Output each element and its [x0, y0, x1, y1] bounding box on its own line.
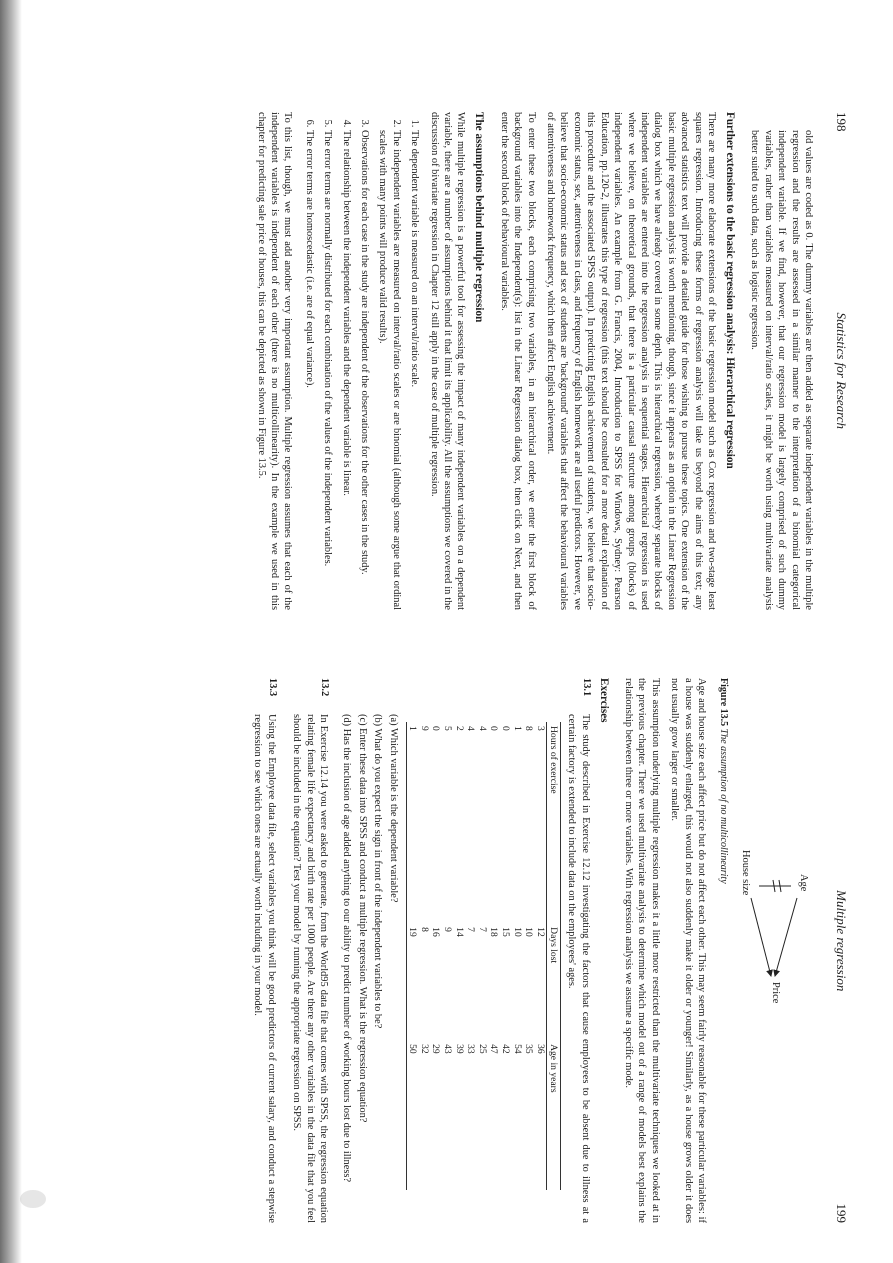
column-header: Days lost [546, 923, 560, 1040]
table-row [453, 722, 465, 1190]
table-cell: 10 [511, 927, 523, 937]
table-cell: 9 [442, 927, 453, 932]
table-cell: 42 [499, 1044, 511, 1054]
table-cell: 19 [406, 923, 418, 1040]
node-price: Price [770, 982, 781, 1004]
node-house-size: House size [740, 850, 751, 896]
table-cell: 14 [453, 927, 465, 937]
table-cell: 29 [430, 1044, 442, 1054]
table-cell: 3 [534, 726, 546, 731]
subquestion-list [340, 714, 400, 1223]
table-cell: 10 [523, 927, 535, 937]
column-header: Hours of exercise [546, 722, 560, 923]
table-cell: 8 [523, 726, 535, 731]
subquestion: (c) Enter these data into SPSS and conduct a multiple regression. What is the regression equation? [356, 714, 368, 1123]
left-running-head [833, 112, 849, 610]
table-cell: 0 [430, 726, 442, 731]
exercise-number: 13.2 [319, 678, 330, 697]
intro-paragraph: old values are coded as 0. The dummy variables are then added as separate independent variables in the multiple regression and the results are assessed in a similar manner to the interpretation of a binomial categorical independent variable. If we find, however, that our regression model is largely comprised of such dummy variables, rather than variables measured on interval/ratio scales, it might be worth using multivariate analysis better suited to such data, such as logistic regression. [749, 130, 814, 610]
list-item: 6. The error terms are homoscedastic (i.e. are of equal variance). [302, 130, 315, 610]
exercise-number: 13.3 [266, 678, 278, 697]
table-cell: 36 [534, 1044, 546, 1054]
list-item: 3. Observations for each case in the study are independent of the observations for the other cases in the study. [358, 130, 371, 610]
table-cell: 12 [534, 927, 546, 937]
exercise-body [338, 714, 592, 1223]
table-row [488, 722, 500, 1190]
list-item: 5. The error terms are normally distributed for each combination of the values of the independent variables. [321, 130, 334, 610]
arrow-age-to-price [775, 898, 797, 976]
section-heading: Further extensions to the basic regression analysis: Hierarchical regression [723, 112, 736, 469]
body-paragraph: While multiple regression is a powerful tool for assessing the impact of many independent variables on a dependent variable, there are a number of assumptions behind it that limit its applicability. All the assumptions we covered in the discussion of bivariate regression in Chapter 12 still apply in the case of multiple regression. [428, 112, 467, 610]
figure-caption-text: The assumption of no multicollinearity [718, 728, 729, 884]
subquestion: (d) Has the inclusion of age added anything to our ability to predict number of working hours lost due to illness? [341, 714, 353, 1183]
table-cell: 35 [523, 1044, 535, 1054]
table-cell: 1 [511, 726, 523, 731]
intro-block [748, 130, 815, 610]
table-cell: 7 [465, 927, 477, 932]
body-paragraph: To this list, though, we must add another very important assumption. Multiple regression assumes that each of the independent variables is independent of each other (there is no multicollinearity). In the example we used in this chapter for predicting sale price of houses, this can be depicted as shown in Figure 13.5. [255, 112, 294, 610]
subquestion: (a) Which variable is the dependent variable? [387, 714, 399, 903]
table-cell: 32 [418, 1044, 430, 1054]
body-paragraph: This assumption underlying multiple regression makes it a little more restricted than the multivariate techniques we looked at in the previous chapter. There we used multivariate analysis to determine which model out of a range of models best explains the relationship between three or more variables. With regression analysis we assume a specific mode. [622, 678, 661, 1223]
data-table [406, 722, 561, 1190]
figure-label: Figure 13.5 [718, 678, 729, 727]
table-cell: 9 [418, 726, 430, 731]
table-cell: 4 [476, 726, 488, 731]
table-row [406, 722, 418, 1190]
page-number: 199 [834, 1203, 849, 1223]
table-cell: 50 [406, 1040, 418, 1190]
exercises-heading: Exercises [597, 678, 610, 723]
table-cell: 0 [499, 726, 511, 731]
table-cell: 7 [476, 927, 488, 932]
section-heading: The assumptions behind multiple regression [473, 112, 486, 323]
exercise-13-2 [286, 678, 330, 1223]
table-row [476, 722, 488, 1190]
exercise-number: 13.1 [580, 678, 592, 697]
column-header: Age in years [546, 1040, 560, 1190]
figure-caption [718, 678, 729, 1223]
exercise-13-3 [247, 678, 278, 1223]
body-paragraph: Age and house size each affect price but do not affect each other. This may seem fairly reasonable for these particular variables: if a house was suddenly enlarged, this would not also suddenly make it older or younger! Similarly, as a house grows older it does not usually grow larger or smaller. [669, 678, 707, 1223]
exercise-text: Using the Employee data file, select variables you think will be good predictors of current salary, and conduct a stepwise regression to see which ones are actually worth including in your model. [252, 714, 277, 1223]
table-cell: 43 [442, 1044, 453, 1054]
exercise-body [286, 714, 330, 1223]
table-row [499, 722, 511, 1190]
table-row [534, 722, 546, 1190]
table-cell: 1 [406, 722, 418, 923]
table-cell: 33 [465, 1044, 477, 1054]
right-running-head [833, 678, 849, 1223]
table-cell: 4 [465, 726, 477, 731]
exercise-text: The study described in Exercise 12.12 investigating the factors that cause employees to be absent due to illness at a certain factory is extended to include data on the employees' ages. [566, 714, 591, 1223]
table-row [441, 722, 453, 1190]
table-cell: 0 [488, 726, 500, 731]
table-row [465, 722, 477, 1190]
running-title: Statistics for Research [834, 312, 849, 429]
table-header-row [546, 722, 560, 1190]
table-cell: 16 [430, 927, 442, 937]
exercise-text: In Exercise 12.14 you were asked to generate, from the World95 data file that comes with SPSS, the regression equation relating female life expectancy and birth rate per 1000 people. Are there any other variables in the data file that you feel should be included in the equation? Test your model by running the appropriate regression on SPSS. [291, 714, 329, 1223]
body-paragraph: There are many more elaborate extensions of the basic regression model such as Cox regression and two-stage least squares regression. Introducing these forms of regression analysis will take us beyond the aims of this text; any advanced statistics text will provide a detailed guide for those wishing to pursue these topics. One extension of the basic multiple regression analysis is worth mentioning, though, since it appears as an option in the Linear Regression dialog box which we have already covered in some depth. This is hierarchical regression, whereby separate blocks of independent variables are entered into the regression analysis in sequential stages. Hierarchical regression is used where we believe, on theoretical grounds, that there is a particular causal structure among groups (blocks) of independent variables. An example from G. Francis, 2004, Introduction to SPSS for Windows, Sydney: Pearson Education, pp.120-2, illustrates this type of regression (this text should be consulted for a more detail explanation of this procedure and the associated SPSS output). In predicting English achievement of students, we believe that socio-economic status, sex, attentiveness in class, and frequency of English homework are all useful predictors. However, we believe that socio-economic status and sex of students are 'background' variables that affect the behavioural variables of attentiveness and homework frequency, which then affect English achievement. [545, 112, 717, 610]
multicollinearity-diagram [733, 678, 815, 1223]
table-cell: 18 [488, 927, 500, 937]
exercise-body [247, 714, 278, 1223]
table-row [430, 722, 442, 1190]
table-row [418, 722, 430, 1190]
table-cell: 39 [453, 1044, 465, 1054]
table-cell: 5 [442, 726, 453, 731]
right-page [0, 648, 893, 1263]
page-number: 198 [834, 112, 849, 132]
table-cell: 15 [499, 927, 511, 937]
node-age: Age [798, 874, 809, 892]
arrow-size-to-price [751, 898, 771, 976]
table-cell: 25 [476, 1044, 488, 1054]
table-row [511, 722, 523, 1190]
body-paragraph: To enter these two blocks, each comprising two variables, in an hierarchical order, we enter the first block of background variables into the Independent(s): list in the Linear Regression dialog box, then click on Next, and then enter the second block of behavioural variables. [498, 112, 537, 610]
list-item: 1. The dependent variable is measured on an interval/ratio scale. [408, 130, 421, 610]
exercise-13-1 [338, 678, 592, 1223]
assumptions-list [302, 112, 421, 610]
table-cell: 47 [488, 1044, 500, 1054]
subquestion: (b) What do you expect the sign in front of the independent variables to be? [372, 714, 384, 1029]
table-cell: 2 [453, 726, 465, 731]
running-title: Multiple regression [834, 890, 849, 992]
table-cell: 8 [418, 927, 430, 932]
list-item: 4. The relationship between the independent variables and the dependent variable is linear. [339, 130, 352, 610]
table-row [523, 722, 535, 1190]
list-item: 2. The independent variables are measured on interval/ratio scales or are binomial (although some argue that ordinal scales with many points will produce valid results). [376, 130, 403, 610]
table-cell: 54 [511, 1044, 523, 1054]
